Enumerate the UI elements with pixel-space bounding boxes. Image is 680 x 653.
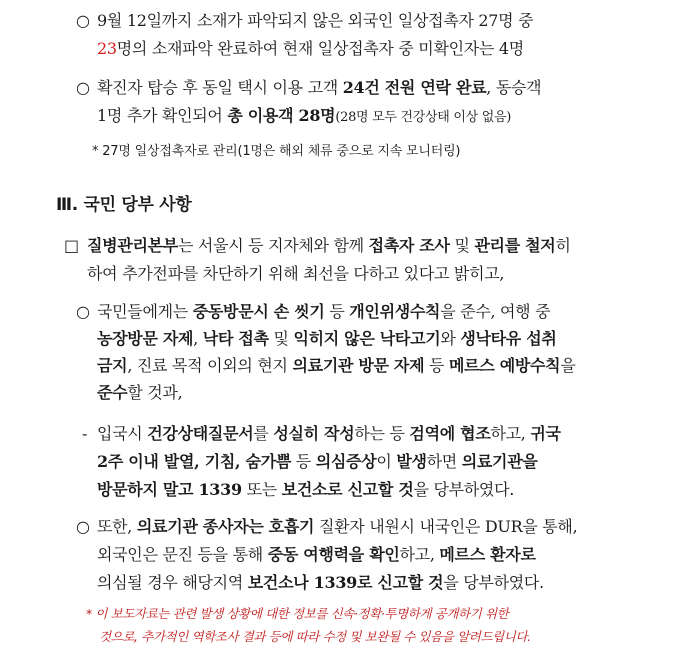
medical-text: 하고,: [399, 545, 440, 564]
dash-bullet-marker: -: [82, 424, 88, 443]
contacts-text: 9월 12일까지 소재가 파악되지 않은 외국인 일상접촉자 27명 중: [97, 11, 534, 30]
entry-bold: 보건소로 신고할 것: [281, 480, 414, 499]
medical-bold: 중동 여행력을 확인: [267, 545, 400, 564]
public-bold: 의료기관 방문 자제: [292, 356, 425, 375]
entry-bold: 발생: [396, 452, 427, 471]
public-bold: 메르스 예방수칙: [448, 356, 561, 375]
entry-line-3: [97, 479, 514, 501]
entry-text: 등: [291, 452, 316, 471]
public-text: ,: [193, 329, 203, 348]
monitoring-note: * 27명 일상접촉자로 관리(1명은 해외 체류 중으로 지속 모니터링): [92, 144, 461, 159]
bullet-circle-marker: ○: [76, 517, 90, 536]
public-text: 을 준수, 여행 중: [440, 302, 551, 321]
public-bold: 금지: [97, 356, 128, 375]
public-bold: 익히지 않은 낙타고기: [293, 329, 441, 348]
kcdc-text: 및: [449, 236, 475, 255]
taxi-bold-text: 24건 전원 연락 완료: [342, 78, 487, 97]
public-line-3: [97, 355, 576, 377]
medical-bold: 보건소나 1339로 신고할 것: [247, 573, 444, 592]
bullet-circle-marker: ○: [76, 302, 90, 321]
entry-bold: 귀국: [530, 424, 561, 443]
medical-line-1: [97, 516, 577, 538]
public-text: 와: [440, 329, 461, 348]
entry-text: 또는: [241, 480, 282, 499]
entry-bold: 2주 이내 발열, 기침, 숨가쁨: [97, 452, 292, 471]
taxi-line-1: [97, 77, 541, 99]
entry-bold: 의료기관을: [461, 452, 538, 471]
public-bold: 낙타 접촉: [202, 329, 269, 348]
public-text: 등: [424, 356, 449, 375]
public-bold: 중동방문시 손 씻기: [192, 302, 325, 321]
disclaimer-line-1: * 이 보도자료는 관련 발생 상황에 대한 정보를 신속·정확·투명하게 공개하기 위한: [86, 606, 509, 621]
kcdc-line-2: 하여 추가전파를 차단하기 위해 최선을 다하고 있다고 밝히고,: [87, 264, 505, 283]
bullet-circle-marker: ○: [76, 11, 90, 30]
contacts-rest-text: 명의 소재파악 완료하여 현재 일상접촉자 중 미확인자는 4명: [116, 39, 524, 58]
public-text: 할 것과,: [127, 383, 183, 402]
public-bold: 생낙타유 섭취: [460, 329, 557, 348]
public-line-4: [97, 382, 182, 404]
kcdc-text: 히: [555, 236, 571, 255]
entry-line-2: [97, 451, 538, 473]
taxi-text: 1명 추가 확인되어: [97, 106, 228, 125]
taxi-total-text: 총 이용객 28명: [227, 106, 336, 125]
taxi-health-note: (28명 모두 건강상태 이상 없음): [335, 110, 511, 125]
public-text: 등: [324, 302, 350, 321]
medical-text: 의심될 경우 해당지역: [97, 573, 248, 592]
taxi-line-2: [97, 105, 511, 129]
entry-text: 하는 등: [354, 424, 410, 443]
public-text: , 진료 목적 이외의 현지: [127, 356, 293, 375]
entry-text: 를: [253, 424, 274, 443]
located-count: 23: [97, 39, 117, 58]
kcdc-bold: 관리를 철저: [474, 236, 556, 255]
kcdc-bold: 질병관리본부: [87, 236, 178, 255]
public-line-1: [97, 301, 550, 323]
square-bullet-marker: □: [64, 236, 80, 255]
medical-bold: 의료기관 종사자는 호흡기: [136, 517, 315, 536]
entry-bold: 건강상태질문서: [147, 424, 254, 443]
entry-text: 이: [376, 452, 397, 471]
medical-line-2: [97, 544, 536, 566]
public-line-2: [97, 328, 557, 350]
entry-bold: 성실히 작성: [273, 424, 355, 443]
medical-bold: 메르스 환자로: [439, 545, 536, 564]
contacts-line-2: [97, 38, 524, 60]
disclaimer-line-2: 것으로, 추가적인 역학조사 결과 등에 따라 수정 및 보완될 수 있음을 알려드립니다.: [99, 629, 531, 644]
entry-bold: 의심증상: [315, 452, 377, 471]
entry-bold: 검역에 협조: [409, 424, 491, 443]
taxi-text: , 동승객: [486, 78, 542, 97]
kcdc-text: 는 서울시 등 지자체와 함께: [177, 236, 369, 255]
public-bold: 농장방문 자제: [97, 329, 194, 348]
kcdc-bold: 접촉자 조사: [368, 236, 450, 255]
public-bold: 준수: [97, 383, 128, 402]
medical-text: 을 당부하였다.: [443, 573, 544, 592]
kcdc-line-1: [87, 235, 571, 257]
bullet-circle-marker: ○: [76, 78, 90, 97]
public-bold: 개인위생수칙: [349, 302, 441, 321]
entry-line-1: [97, 423, 561, 445]
medical-text: 질환자 내원시 내국인은 DUR을 통해,: [314, 517, 578, 536]
section-title: Ⅲ. 국민 당부 사항: [56, 195, 192, 215]
medical-text: 외국인은 문진 등을 통해: [97, 545, 268, 564]
entry-text: 을 당부하였다.: [413, 480, 515, 499]
entry-text: 하면: [426, 452, 462, 471]
medical-text: 또한,: [97, 517, 137, 536]
entry-text: 입국시: [97, 424, 148, 443]
public-text: 을: [560, 356, 576, 375]
public-text: 국민들에게는: [97, 302, 193, 321]
public-text: 및: [268, 329, 294, 348]
contacts-line-1: [97, 10, 533, 32]
medical-line-3: [97, 572, 544, 594]
entry-text: 하고,: [490, 424, 531, 443]
taxi-text: 확진자 탑승 후 동일 택시 이용 고객: [97, 78, 343, 97]
entry-bold: 방문하지 말고 1339: [97, 480, 242, 499]
